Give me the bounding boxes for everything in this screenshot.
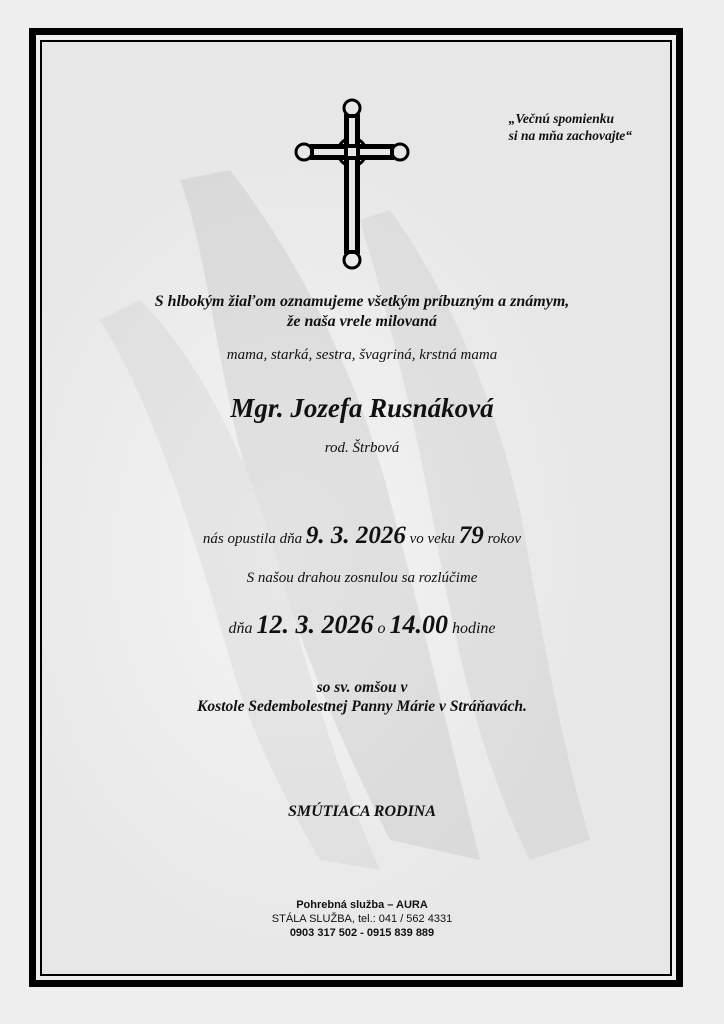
agency-mobiles: 0903 317 502 - 0915 839 889 xyxy=(289,927,435,939)
farewell-datetime xyxy=(0,610,724,640)
age-value: 79 xyxy=(458,522,484,549)
quote-line-1: „Večnú spomienku xyxy=(508,111,615,126)
death-line xyxy=(0,522,724,550)
time-suffix: hodine xyxy=(451,620,496,637)
age-prefix: vo veku xyxy=(409,531,455,547)
announcement-line-2: že naša vrele milovaná xyxy=(287,313,437,330)
death-prefix: nás opustila dňa xyxy=(202,531,303,547)
death-date: 9. 3. 2026 xyxy=(305,522,406,549)
time-prefix: o xyxy=(377,620,386,637)
farewell-prefix: dňa xyxy=(228,620,253,637)
agency-phone: STÁLA SLUŽBA, tel.: 041 / 562 4331 xyxy=(271,913,453,925)
mass-line-2: Kostole Sedembolestnej Panny Márie v Stráňavách. xyxy=(197,698,527,715)
cross-icon xyxy=(292,96,412,272)
announcement-line-1: S hlbokým žiaľom oznamujeme všetkým príbuzným a známym, xyxy=(154,293,570,310)
quote-line-2: si na mňa zachovajte“ xyxy=(508,128,632,143)
deceased-name: Mgr. Jozefa Rusnáková xyxy=(230,393,494,423)
farewell-time: 14.00 xyxy=(389,610,448,639)
farewell-text: S našou drahou zosnulou sa rozlúčime xyxy=(246,570,478,586)
relations: mama, starká, sestra, švagriná, krstná mama xyxy=(226,347,498,363)
funeral-agency xyxy=(0,898,724,940)
age-suffix: rokov xyxy=(487,531,522,547)
mourning-family: SMÚTIACA RODINA xyxy=(287,803,437,820)
memorial-quote xyxy=(509,110,632,144)
maiden-name: rod. Štrbová xyxy=(324,440,400,456)
farewell-date: 12. 3. 2026 xyxy=(256,610,374,639)
mass-line-1: so sv. omšou v xyxy=(316,679,408,696)
announcement xyxy=(0,292,724,332)
agency-name: Pohrebná služba – AURA xyxy=(296,899,428,911)
